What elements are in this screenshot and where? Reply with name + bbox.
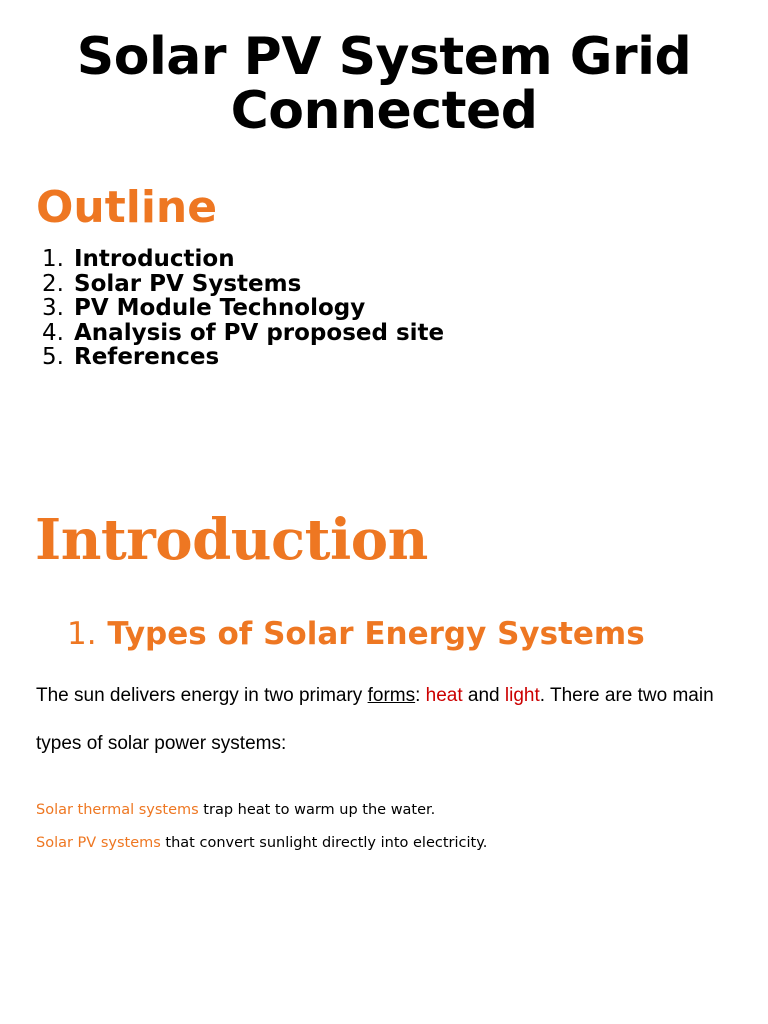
subsection-number: 1. [67, 616, 97, 652]
page-title: Solar PV System Grid Connected [76, 27, 692, 141]
solar-type-name: Solar PV systems [36, 835, 161, 851]
outline-item-text: Analysis of PV proposed site [74, 319, 445, 346]
solar-type-description: that convert sunlight directly into electricity. [160, 835, 488, 851]
outline-item [42, 296, 444, 321]
outline-item [42, 247, 444, 272]
light-term: light [504, 685, 540, 706]
outline-item [42, 345, 444, 370]
introduction-heading: Introduction [35, 507, 428, 573]
outline-heading: Outline [36, 182, 218, 233]
paragraph-and: and [462, 685, 505, 706]
intro-paragraph [36, 672, 746, 768]
forms-term: forms [367, 685, 416, 706]
outline-item-text: Introduction [74, 246, 235, 272]
outline-item-text: Solar PV Systems [74, 270, 302, 297]
solar-type-description: trap heat to warm up the water. [198, 802, 436, 818]
subsection-title: Types of Solar Energy Systems [107, 616, 645, 652]
outline-item-number: 4. [42, 319, 64, 346]
outline-item-number: 3. [42, 295, 64, 321]
outline-item-number: 1. [42, 246, 64, 272]
paragraph-text: The sun delivers energy in two primary [36, 685, 368, 706]
outline-item-text: References [74, 344, 220, 370]
heat-term: heat [425, 685, 463, 706]
paragraph-colon: : [415, 685, 426, 706]
subsection-heading [67, 612, 645, 656]
outline-item-number: 2. [42, 270, 64, 297]
outline-item [42, 321, 444, 346]
outline-item-number: 5. [42, 344, 64, 370]
outline-item [42, 272, 444, 297]
solar-type-pv [36, 833, 487, 853]
outline-list [42, 247, 444, 370]
paragraph-text-end: . There are two main types of solar power systems: [36, 685, 714, 754]
outline-item-text: PV Module Technology [74, 295, 366, 321]
solar-type-name: Solar thermal systems [36, 802, 199, 818]
solar-type-thermal [36, 800, 435, 820]
